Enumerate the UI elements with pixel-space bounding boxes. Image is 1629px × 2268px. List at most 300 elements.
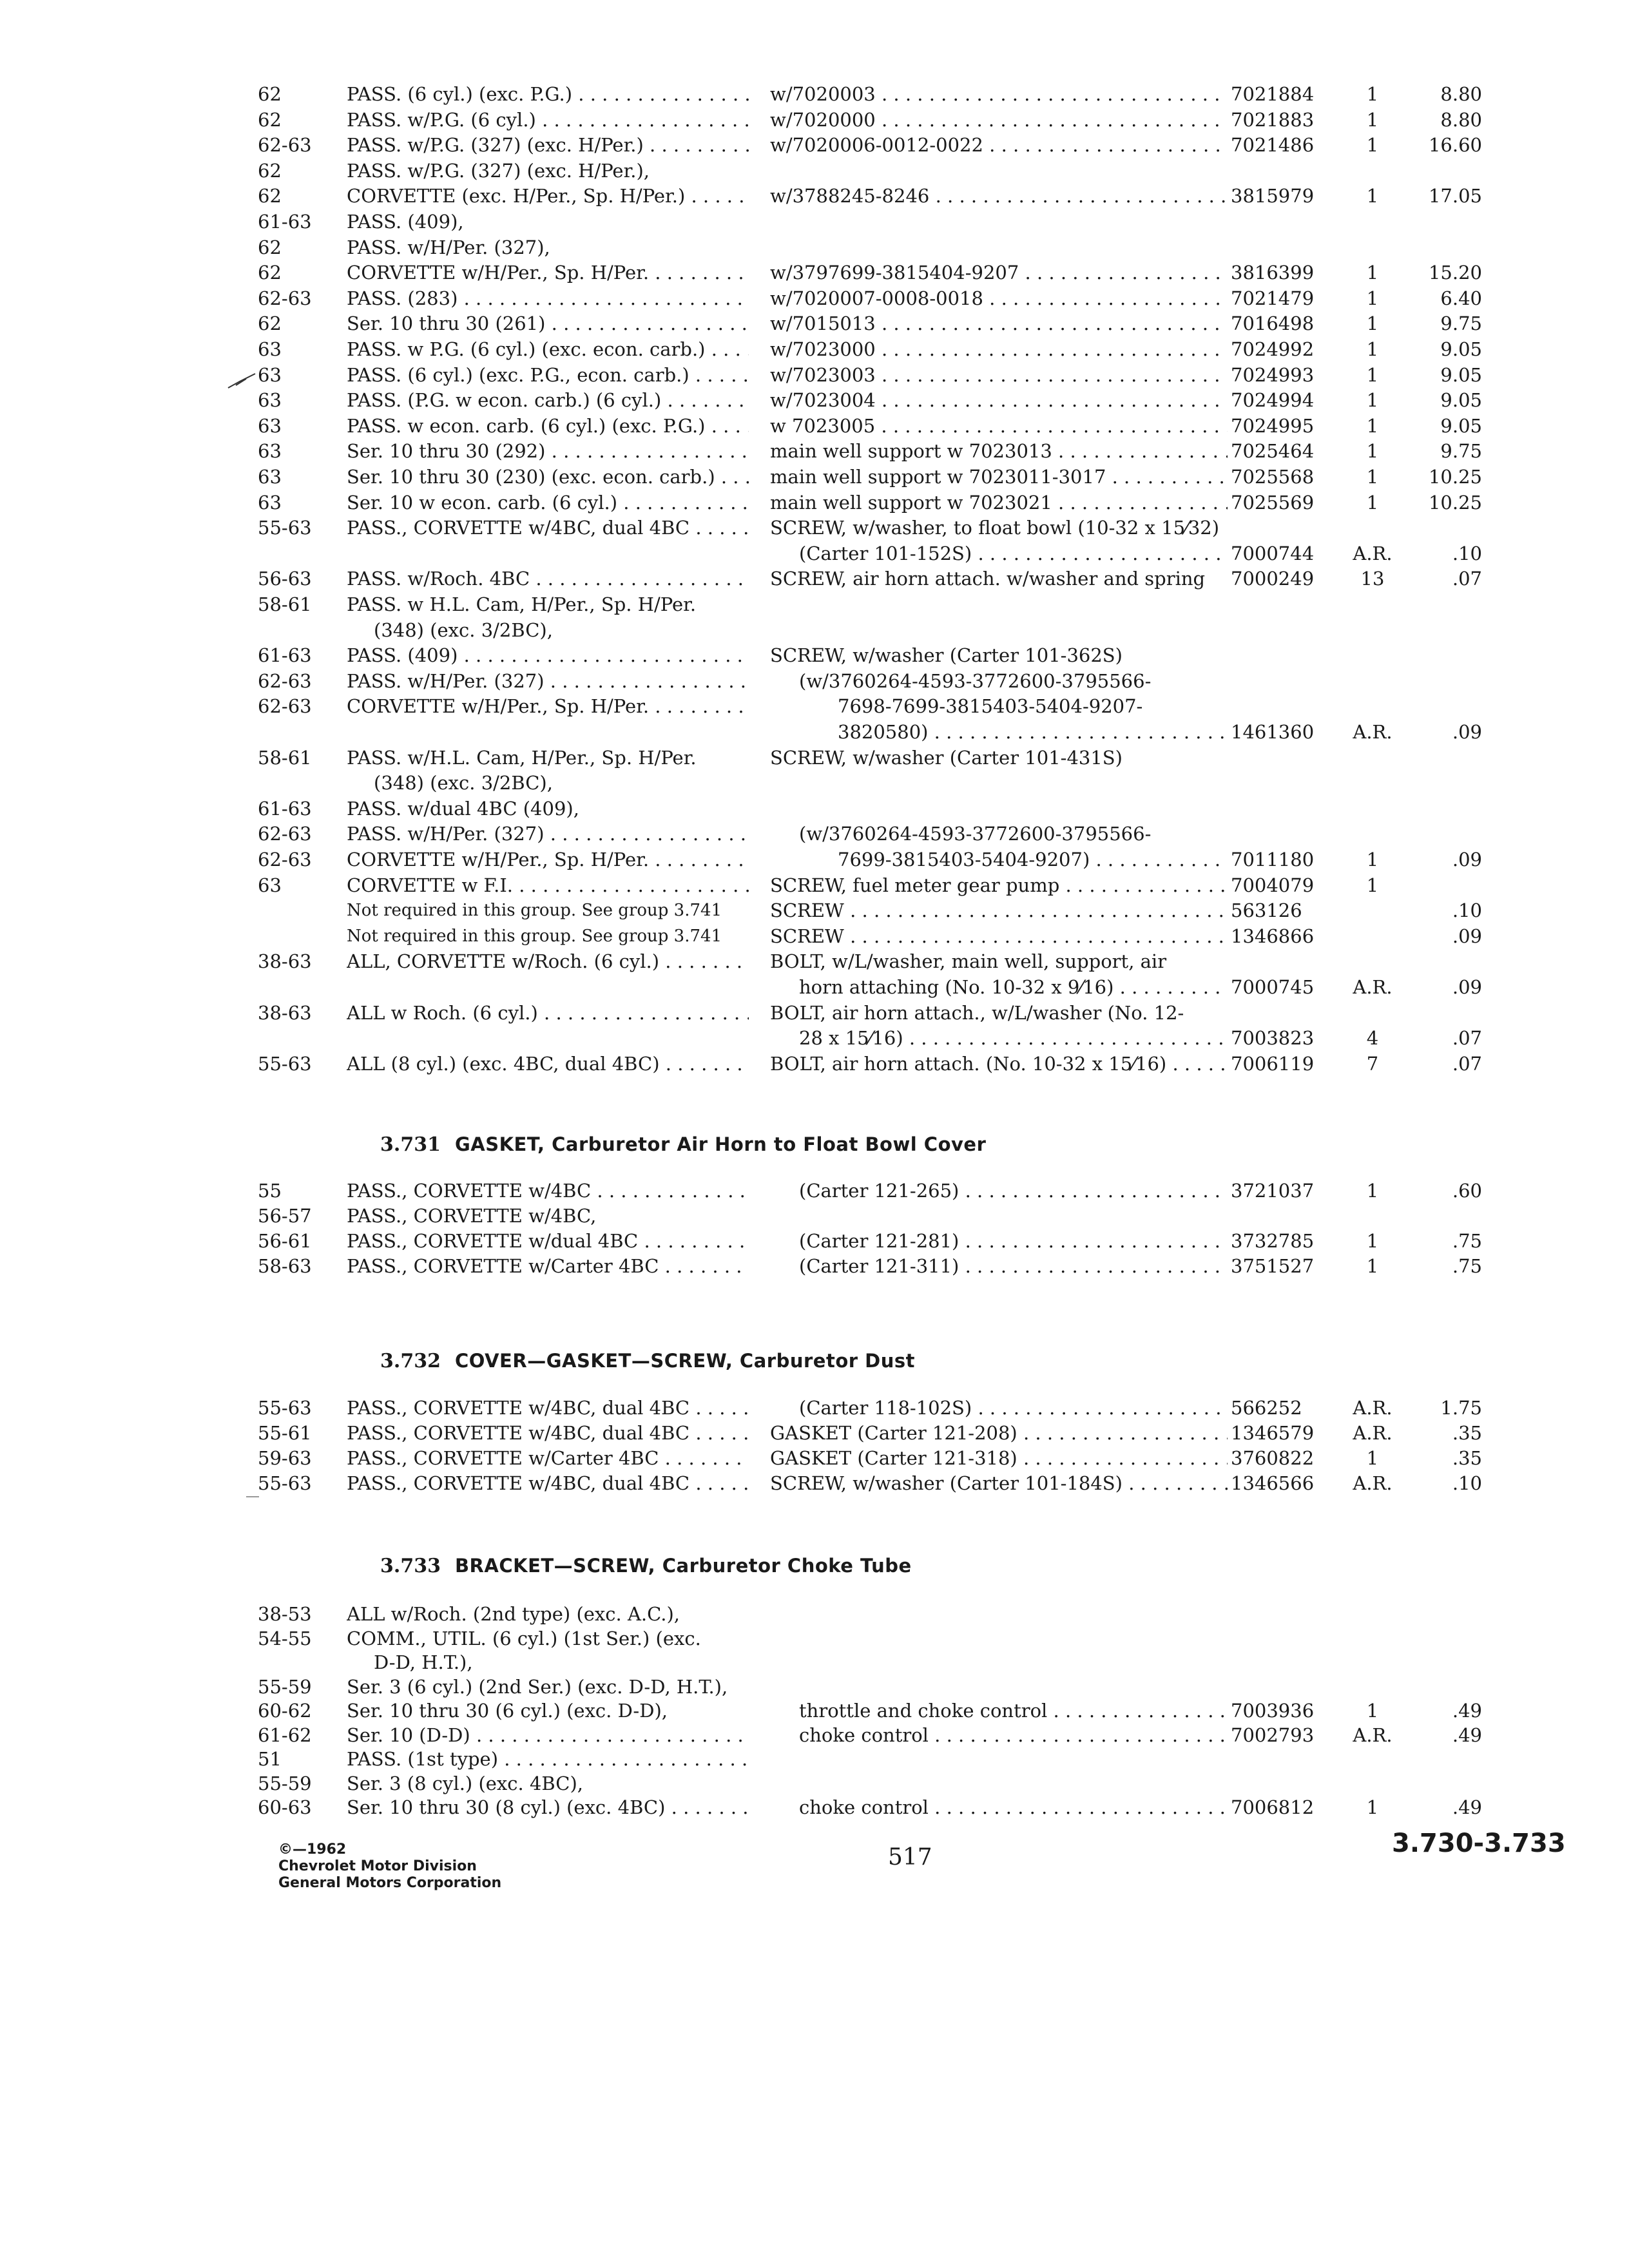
description-cell: choke control . . . bbox=[799, 1794, 1228, 1820]
description-cell: SCREW, w/washer, to float bowl (10-32 x 15⁄32) bbox=[770, 517, 1220, 539]
part-number-cell: 7003936 bbox=[1231, 1700, 1315, 1722]
application-cell: PASS., CORVETTE w/4BC, dual 4BC . . . bbox=[347, 1470, 749, 1496]
application-cell: Ser. 3 (8 cyl.) (exc. 4BC), bbox=[347, 1772, 583, 1794]
section-heading bbox=[380, 1345, 915, 1376]
application-cell: PASS. w econ. carb. (6 cyl.) (exc. P.G.) . . . bbox=[347, 413, 749, 439]
part-number-cell: 7025569 bbox=[1231, 491, 1315, 514]
application-cell: ALL (8 cyl.) (exc. 4BC, dual 4BC) . . . bbox=[347, 1051, 749, 1077]
application-cell: PASS. (6 cyl.) (exc. P.G., econ. carb.) . . . bbox=[347, 362, 749, 388]
price-cell: 9.05 bbox=[1440, 414, 1482, 437]
table-row bbox=[0, 1025, 1629, 1051]
model-year-cell: 38-63 bbox=[258, 950, 312, 973]
price-cell: .35 bbox=[1452, 1447, 1482, 1469]
quantity-cell: 1 bbox=[1366, 1447, 1379, 1469]
price-cell: .75 bbox=[1452, 1255, 1482, 1277]
model-year-cell: 63 bbox=[258, 389, 282, 412]
model-year-cell: 62 bbox=[258, 185, 282, 207]
model-year-cell: 62-63 bbox=[258, 849, 312, 870]
price-cell: .49 bbox=[1452, 1700, 1482, 1722]
quantity-cell: 1 bbox=[1366, 262, 1379, 284]
price-cell: 8.80 bbox=[1440, 83, 1482, 105]
application-cell: PASS. (6 cyl.) (exc. P.G.) . . . bbox=[347, 81, 749, 107]
table-row bbox=[0, 1395, 1629, 1421]
application-cell: PASS. (P.G. w econ. carb.) (6 cyl.) . . . bbox=[347, 387, 749, 413]
application-cell: PASS. w/H/Per. (327), bbox=[347, 236, 550, 258]
table-row bbox=[0, 1051, 1629, 1077]
application-cell: CORVETTE w/H/Per., Sp. H/Per. . . . bbox=[347, 260, 749, 285]
table-row bbox=[0, 158, 1629, 184]
model-year-cell: 62-63 bbox=[258, 287, 312, 309]
description-cell: SCREW, w/washer (Carter 101-431S) bbox=[770, 746, 1123, 769]
model-year-cell: 54-55 bbox=[258, 1627, 312, 1649]
description-cell: (w/3760264-4593-3772600-3795566- bbox=[799, 823, 1152, 845]
price-cell: .10 bbox=[1452, 899, 1482, 922]
quantity-cell: 1 bbox=[1366, 466, 1379, 488]
description-cell: SCREW . . . bbox=[770, 923, 1228, 949]
price-cell: .07 bbox=[1452, 568, 1482, 590]
model-year-cell: 59-63 bbox=[258, 1447, 312, 1469]
table-row bbox=[0, 770, 1629, 796]
part-number-cell: 3721037 bbox=[1231, 1180, 1315, 1202]
part-number-cell: 7003823 bbox=[1231, 1027, 1315, 1050]
price-cell: 8.80 bbox=[1440, 108, 1482, 131]
quantity-cell: 1 bbox=[1366, 414, 1379, 437]
model-year-cell: 58-63 bbox=[258, 1255, 312, 1277]
table-row bbox=[0, 974, 1629, 1000]
model-year-cell: 63 bbox=[258, 491, 282, 514]
application-cell: Ser. 10 thru 30 (261) . . . bbox=[347, 311, 749, 336]
application-cell: PASS. w/Roch. 4BC . . . bbox=[347, 566, 749, 591]
description-cell: w/7020003 . . . bbox=[770, 81, 1228, 107]
part-number-cell: 3732785 bbox=[1231, 1230, 1315, 1252]
part-number-cell: 7000249 bbox=[1231, 568, 1315, 590]
description-cell: SCREW, air horn attach. w/washer and spring bbox=[770, 568, 1206, 590]
model-year-cell: 62 bbox=[258, 108, 282, 131]
table-row bbox=[0, 1674, 1629, 1700]
quantity-cell: A.R. bbox=[1353, 1397, 1393, 1419]
table-row bbox=[0, 948, 1629, 974]
quantity-cell: 13 bbox=[1360, 568, 1385, 590]
part-number-cell: 7000744 bbox=[1231, 542, 1315, 564]
description-cell: SCREW, fuel meter gear pump . . . bbox=[770, 872, 1228, 898]
application-cell: PASS., CORVETTE w/Carter 4BC . . . bbox=[347, 1445, 749, 1471]
model-year-cell: 63 bbox=[258, 440, 282, 463]
table-row bbox=[0, 260, 1629, 285]
part-number-cell: 7011180 bbox=[1231, 849, 1315, 870]
section-title: BRACKET—SCREW, Carburetor Choke Tube bbox=[454, 1555, 912, 1577]
description-cell: GASKET (Carter 121-318) . . . bbox=[770, 1445, 1228, 1471]
application-cell: PASS. w/dual 4BC (409), bbox=[347, 797, 579, 820]
part-number-cell: 7024994 bbox=[1231, 389, 1315, 412]
description-cell: throttle and choke control . . . bbox=[799, 1698, 1228, 1724]
table-row bbox=[0, 566, 1629, 591]
model-year-cell: 56-63 bbox=[258, 568, 312, 590]
price-cell: .60 bbox=[1452, 1180, 1482, 1202]
application-cell: CORVETTE w/H/Per., Sp. H/Per. . . . bbox=[347, 847, 749, 872]
application-cell: Not required in this group. See group 3.741 bbox=[347, 926, 722, 946]
description-cell: w/7023000 . . . bbox=[770, 336, 1228, 362]
model-year-cell: 62-63 bbox=[258, 134, 312, 157]
table-row bbox=[0, 591, 1629, 617]
table-row bbox=[0, 1445, 1629, 1471]
part-number-cell: 7021883 bbox=[1231, 108, 1315, 131]
model-year-cell: 56-57 bbox=[258, 1205, 312, 1227]
model-year-cell: 60-62 bbox=[258, 1700, 312, 1722]
description-cell: horn attaching (No. 10-32 x 9⁄16) . . . bbox=[799, 974, 1228, 1000]
description-cell: 28 x 15⁄16) . . . bbox=[799, 1025, 1228, 1051]
price-cell: 9.05 bbox=[1440, 363, 1482, 386]
price-cell: 16.60 bbox=[1428, 134, 1482, 157]
price-cell: 9.75 bbox=[1440, 312, 1482, 335]
quantity-cell: 4 bbox=[1366, 1027, 1379, 1050]
model-year-cell: 62 bbox=[258, 236, 282, 258]
part-number-cell: 7025464 bbox=[1231, 440, 1315, 463]
quantity-cell: 1 bbox=[1366, 1700, 1379, 1722]
table-row bbox=[0, 311, 1629, 336]
application-cell: PASS., CORVETTE w/4BC, dual 4BC . . . bbox=[347, 1395, 749, 1421]
application-cell: CORVETTE (exc. H/Per., Sp. H/Per.) . . . bbox=[347, 183, 749, 209]
part-number-cell: 3760822 bbox=[1231, 1447, 1315, 1469]
price-cell: .49 bbox=[1452, 1796, 1482, 1818]
quantity-cell: 1 bbox=[1366, 440, 1379, 463]
quantity-cell: 1 bbox=[1366, 108, 1379, 131]
price-cell: 9.75 bbox=[1440, 440, 1482, 463]
table-row bbox=[0, 821, 1629, 847]
part-number-cell: 7016498 bbox=[1231, 312, 1315, 335]
description-cell: choke control . . . bbox=[799, 1722, 1228, 1748]
table-row bbox=[0, 1470, 1629, 1496]
description-cell: w/7023004 . . . bbox=[770, 387, 1228, 413]
table-row bbox=[0, 464, 1629, 490]
page-number: 517 bbox=[888, 1844, 932, 1870]
application-cell: PASS., CORVETTE w/Carter 4BC . . . bbox=[347, 1253, 749, 1279]
model-year-cell: 63 bbox=[258, 338, 282, 360]
price-cell: .35 bbox=[1452, 1422, 1482, 1444]
price-cell: .10 bbox=[1452, 1472, 1482, 1494]
part-number-cell: 7021884 bbox=[1231, 83, 1315, 105]
model-year-cell: 58-61 bbox=[258, 746, 312, 769]
application-cell: PASS. (409), bbox=[347, 211, 464, 233]
price-cell: 6.40 bbox=[1440, 287, 1482, 309]
part-number-cell: 7021486 bbox=[1231, 134, 1315, 157]
table-row bbox=[0, 1203, 1629, 1229]
application-cell: Ser. 10 thru 30 (292) . . . bbox=[347, 438, 749, 464]
quantity-cell: 1 bbox=[1366, 491, 1379, 514]
table-row bbox=[0, 693, 1629, 719]
quantity-cell: 1 bbox=[1366, 1796, 1379, 1818]
table-row bbox=[0, 81, 1629, 107]
model-year-cell: 55-59 bbox=[258, 1772, 312, 1794]
price-cell: .09 bbox=[1452, 849, 1482, 870]
table-row bbox=[0, 1698, 1629, 1724]
quantity-cell: A.R. bbox=[1353, 1472, 1393, 1494]
table-row bbox=[0, 847, 1629, 872]
description-cell: main well support w 7023013 . . . bbox=[770, 438, 1228, 464]
application-cell: PASS. w P.G. (6 cyl.) (exc. econ. carb.) . . . bbox=[347, 336, 749, 362]
description-cell: w/7020000 . . . bbox=[770, 107, 1228, 133]
description-cell: (Carter 121-265) . . . bbox=[799, 1178, 1228, 1204]
quantity-cell: 1 bbox=[1366, 363, 1379, 386]
table-row bbox=[0, 745, 1629, 771]
model-year-cell: 62 bbox=[258, 312, 282, 335]
model-year-cell: 63 bbox=[258, 466, 282, 488]
model-year-cell: 38-63 bbox=[258, 1001, 312, 1024]
table-row bbox=[0, 1000, 1629, 1026]
model-year-cell: 55 bbox=[258, 1180, 282, 1202]
quantity-cell: 1 bbox=[1366, 1255, 1379, 1277]
part-number-cell: 7002793 bbox=[1231, 1724, 1315, 1746]
description-cell: BOLT, air horn attach. (No. 10-32 x 15⁄16) . . . bbox=[770, 1051, 1228, 1077]
table-row bbox=[0, 1228, 1629, 1254]
part-number-cell: 7025568 bbox=[1231, 466, 1315, 488]
table-row bbox=[0, 1626, 1629, 1651]
model-year-cell: 63 bbox=[258, 363, 282, 386]
application-cell: PASS. w/P.G. (327) (exc. H/Per.), bbox=[347, 159, 650, 182]
application-cell: PASS. w/H/Per. (327) . . . bbox=[347, 668, 749, 694]
quantity-cell: A.R. bbox=[1353, 542, 1393, 564]
quantity-cell: 1 bbox=[1366, 83, 1379, 105]
quantity-cell: 1 bbox=[1366, 1230, 1379, 1252]
application-cell: (348) (exc. 3/2BC), bbox=[374, 772, 553, 794]
quantity-cell: A.R. bbox=[1353, 1724, 1393, 1746]
part-number-cell: 7024993 bbox=[1231, 363, 1315, 386]
part-number-cell: 566252 bbox=[1231, 1397, 1302, 1419]
application-cell: PASS., CORVETTE w/4BC, dual 4BC . . . bbox=[347, 1420, 749, 1446]
table-row bbox=[0, 235, 1629, 260]
application-cell: PASS. (283) . . . bbox=[347, 285, 749, 311]
description-cell: GASKET (Carter 121-208) . . . bbox=[770, 1420, 1228, 1446]
table-row bbox=[0, 132, 1629, 158]
application-cell: ALL, CORVETTE w/Roch. (6 cyl.) . . . bbox=[347, 948, 749, 974]
application-cell: Ser. 3 (6 cyl.) (2nd Ser.) (exc. D-D, H.T.), bbox=[347, 1675, 728, 1698]
description-cell: 7699-3815403-5404-9207) . . . bbox=[838, 847, 1228, 872]
table-row bbox=[0, 285, 1629, 311]
application-cell: PASS., CORVETTE w/4BC, bbox=[347, 1205, 597, 1227]
margin-mark bbox=[246, 1496, 259, 1497]
table-row bbox=[0, 107, 1629, 133]
model-year-cell: 38-53 bbox=[258, 1603, 312, 1625]
part-number-cell: 3751527 bbox=[1231, 1255, 1315, 1277]
model-year-cell: 62 bbox=[258, 83, 282, 105]
price-cell: .09 bbox=[1452, 976, 1482, 998]
application-cell: PASS. w/P.G. (327) (exc. H/Per.) . . . bbox=[347, 132, 749, 158]
application-cell: PASS. (1st type) . . . bbox=[347, 1746, 749, 1772]
model-year-cell: 55-63 bbox=[258, 517, 312, 539]
application-cell: CORVETTE w/H/Per., Sp. H/Per. . . . bbox=[347, 693, 749, 719]
application-cell: (348) (exc. 3/2BC), bbox=[374, 619, 553, 641]
model-year-cell: 58-61 bbox=[258, 593, 312, 615]
application-cell: PASS., CORVETTE w/4BC, dual 4BC . . . bbox=[347, 515, 749, 541]
description-cell: 3820580) . . . bbox=[838, 719, 1228, 745]
model-year-cell: 51 bbox=[258, 1748, 282, 1770]
table-row bbox=[0, 183, 1629, 209]
description-cell: BOLT, air horn attach., w/L/washer (No. 12- bbox=[770, 1001, 1184, 1024]
price-cell: 10.25 bbox=[1428, 491, 1482, 514]
application-cell: PASS., CORVETTE w/4BC . . . bbox=[347, 1178, 749, 1204]
application-cell: PASS. w H.L. Cam, H/Per., Sp. H/Per. bbox=[347, 593, 697, 615]
application-cell: Ser. 10 thru 30 (230) (exc. econ. carb.) . . . bbox=[347, 464, 749, 490]
quantity-cell: 1 bbox=[1366, 312, 1379, 335]
section-number: 3.731 bbox=[380, 1133, 441, 1156]
model-year-cell: 55-59 bbox=[258, 1675, 312, 1698]
description-cell: (Carter 118-102S) . . . bbox=[799, 1395, 1228, 1421]
description-cell: w 7023005 . . . bbox=[770, 413, 1228, 439]
application-cell: Ser. 10 thru 30 (6 cyl.) (exc. D-D), bbox=[347, 1700, 668, 1722]
price-cell: .09 bbox=[1452, 925, 1482, 947]
table-row bbox=[0, 719, 1629, 745]
quantity-cell: 1 bbox=[1366, 338, 1379, 360]
table-row bbox=[0, 1794, 1629, 1820]
quantity-cell: 1 bbox=[1366, 185, 1379, 207]
model-year-cell: 55-63 bbox=[258, 1472, 312, 1494]
description-cell: (Carter 101-152S) . . . bbox=[799, 541, 1228, 566]
model-year-cell: 63 bbox=[258, 414, 282, 437]
application-cell: ALL w Roch. (6 cyl.) . . . bbox=[347, 1000, 749, 1026]
section-number: 3.733 bbox=[380, 1555, 441, 1577]
part-number-cell: 563126 bbox=[1231, 899, 1302, 922]
description-cell: w/3788245-8246 . . . bbox=[770, 183, 1228, 209]
part-number-cell: 3816399 bbox=[1231, 262, 1315, 284]
application-cell: Ser. 10 thru 30 (8 cyl.) (exc. 4BC) . . . bbox=[347, 1794, 749, 1820]
copyright-notice bbox=[278, 1841, 501, 1892]
copyright-year: ©—1962 bbox=[278, 1841, 347, 1858]
part-number-cell: 7021479 bbox=[1231, 287, 1315, 309]
quantity-cell: 1 bbox=[1366, 287, 1379, 309]
quantity-cell: 1 bbox=[1366, 849, 1379, 870]
price-cell: .49 bbox=[1452, 1724, 1482, 1746]
model-year-cell: 61-62 bbox=[258, 1724, 312, 1746]
application-cell: PASS. w/P.G. (6 cyl.) . . . bbox=[347, 107, 749, 133]
part-number-cell: 7006119 bbox=[1231, 1052, 1315, 1075]
description-cell: BOLT, w/L/washer, main well, support, air bbox=[770, 950, 1167, 973]
table-row bbox=[0, 541, 1629, 566]
table-row bbox=[0, 1253, 1629, 1279]
price-cell: 9.05 bbox=[1440, 338, 1482, 360]
model-year-cell: 62-63 bbox=[258, 695, 312, 718]
model-year-cell: 55-61 bbox=[258, 1422, 312, 1444]
application-cell: PASS. (409) . . . bbox=[347, 642, 749, 668]
table-row bbox=[0, 209, 1629, 235]
table-row bbox=[0, 796, 1629, 822]
section-range: 3.730-3.733 bbox=[1392, 1829, 1566, 1858]
model-year-cell: 60-63 bbox=[258, 1796, 312, 1818]
model-year-cell: 62-63 bbox=[258, 669, 312, 692]
application-cell: PASS., CORVETTE w/dual 4BC . . . bbox=[347, 1228, 749, 1254]
table-row bbox=[0, 336, 1629, 362]
price-cell: 9.05 bbox=[1440, 389, 1482, 412]
price-cell: .07 bbox=[1452, 1027, 1482, 1050]
description-cell: (w/3760264-4593-3772600-3795566- bbox=[799, 669, 1152, 692]
description-cell: SCREW . . . bbox=[770, 898, 1228, 923]
description-cell: w/7015013 . . . bbox=[770, 311, 1228, 336]
price-cell: 1.75 bbox=[1440, 1397, 1482, 1419]
table-row bbox=[0, 1746, 1629, 1772]
model-year-cell: 55-63 bbox=[258, 1397, 312, 1419]
description-cell: w/7020007-0008-0018 . . . bbox=[770, 285, 1228, 311]
part-number-cell: 1461360 bbox=[1231, 721, 1315, 743]
table-row bbox=[0, 1178, 1629, 1204]
table-row bbox=[0, 1771, 1629, 1796]
description-cell: (Carter 121-281) . . . bbox=[799, 1228, 1228, 1254]
quantity-cell: A.R. bbox=[1353, 1422, 1393, 1444]
table-row bbox=[0, 1722, 1629, 1748]
part-number-cell: 1346866 bbox=[1231, 925, 1315, 947]
table-row bbox=[0, 413, 1629, 439]
quantity-cell: A.R. bbox=[1353, 976, 1393, 998]
application-cell: PASS. w/H/Per. (327) . . . bbox=[347, 821, 749, 847]
model-year-cell: 62-63 bbox=[258, 823, 312, 845]
section-heading bbox=[380, 1129, 986, 1160]
model-year-cell: 63 bbox=[258, 874, 282, 896]
model-year-cell: 62 bbox=[258, 159, 282, 182]
description-cell: (Carter 121-311) . . . bbox=[799, 1253, 1228, 1279]
description-cell: SCREW, w/washer (Carter 101-362S) bbox=[770, 644, 1123, 667]
model-year-cell: 56-61 bbox=[258, 1230, 312, 1252]
table-row bbox=[0, 1601, 1629, 1627]
description-cell: w/3797699-3815404-9207 . . . bbox=[770, 260, 1228, 285]
application-cell: D-D, H.T.), bbox=[374, 1651, 473, 1673]
quantity-cell: A.R. bbox=[1353, 721, 1393, 743]
application-cell: ALL w/Roch. (2nd type) (exc. A.C.), bbox=[347, 1603, 680, 1625]
part-number-cell: 7004079 bbox=[1231, 874, 1315, 896]
section-heading bbox=[380, 1550, 912, 1581]
model-year-cell: 62 bbox=[258, 262, 282, 284]
quantity-cell: 1 bbox=[1366, 134, 1379, 157]
part-number-cell: 7000745 bbox=[1231, 976, 1315, 998]
model-year-cell: 55-63 bbox=[258, 1052, 312, 1075]
part-number-cell: 1346579 bbox=[1231, 1422, 1315, 1444]
part-number-cell: 3815979 bbox=[1231, 185, 1315, 207]
table-row bbox=[0, 668, 1629, 694]
description-cell: w/7023003 . . . bbox=[770, 362, 1228, 388]
table-row bbox=[0, 438, 1629, 464]
part-number-cell: 7024992 bbox=[1231, 338, 1315, 360]
description-cell: 7698-7699-3815403-5404-9207- bbox=[838, 695, 1143, 718]
quantity-cell: 1 bbox=[1366, 1180, 1379, 1202]
application-cell: CORVETTE w F.I. . . . bbox=[347, 872, 749, 898]
application-cell: PASS. w/H.L. Cam, H/Per., Sp. H/Per. bbox=[347, 746, 697, 769]
model-year-cell: 61-63 bbox=[258, 644, 312, 667]
quantity-cell: 1 bbox=[1366, 874, 1379, 896]
model-year-cell: 61-63 bbox=[258, 211, 312, 233]
application-cell: Ser. 10 (D-D) . . . bbox=[347, 1722, 749, 1748]
description-cell: SCREW, w/washer (Carter 101-184S) . . . bbox=[770, 1470, 1228, 1496]
price-cell: .10 bbox=[1452, 542, 1482, 564]
quantity-cell: 7 bbox=[1366, 1052, 1379, 1075]
table-row bbox=[0, 923, 1629, 949]
table-row bbox=[0, 515, 1629, 541]
price-cell: .07 bbox=[1452, 1052, 1482, 1075]
description-cell: main well support w 7023021 . . . bbox=[770, 490, 1228, 515]
section-number: 3.732 bbox=[380, 1350, 441, 1372]
price-cell: .75 bbox=[1452, 1230, 1482, 1252]
table-row bbox=[0, 1649, 1629, 1675]
table-row bbox=[0, 872, 1629, 898]
part-number-cell: 1346566 bbox=[1231, 1472, 1315, 1494]
description-cell: main well support w 7023011-3017 . . . bbox=[770, 464, 1228, 490]
table-row bbox=[0, 642, 1629, 668]
part-number-cell: 7006812 bbox=[1231, 1796, 1315, 1818]
application-cell: Ser. 10 w econ. carb. (6 cyl.) . . . bbox=[347, 490, 749, 515]
copyright-corporation: General Motors Corporation bbox=[278, 1875, 502, 1891]
copyright-division: Chevrolet Motor Division bbox=[278, 1858, 477, 1874]
table-row bbox=[0, 1420, 1629, 1446]
table-row bbox=[0, 490, 1629, 515]
pen-mark-icon bbox=[227, 371, 256, 393]
price-cell: 15.20 bbox=[1428, 262, 1482, 284]
price-cell: 10.25 bbox=[1428, 466, 1482, 488]
quantity-cell: 1 bbox=[1366, 389, 1379, 412]
